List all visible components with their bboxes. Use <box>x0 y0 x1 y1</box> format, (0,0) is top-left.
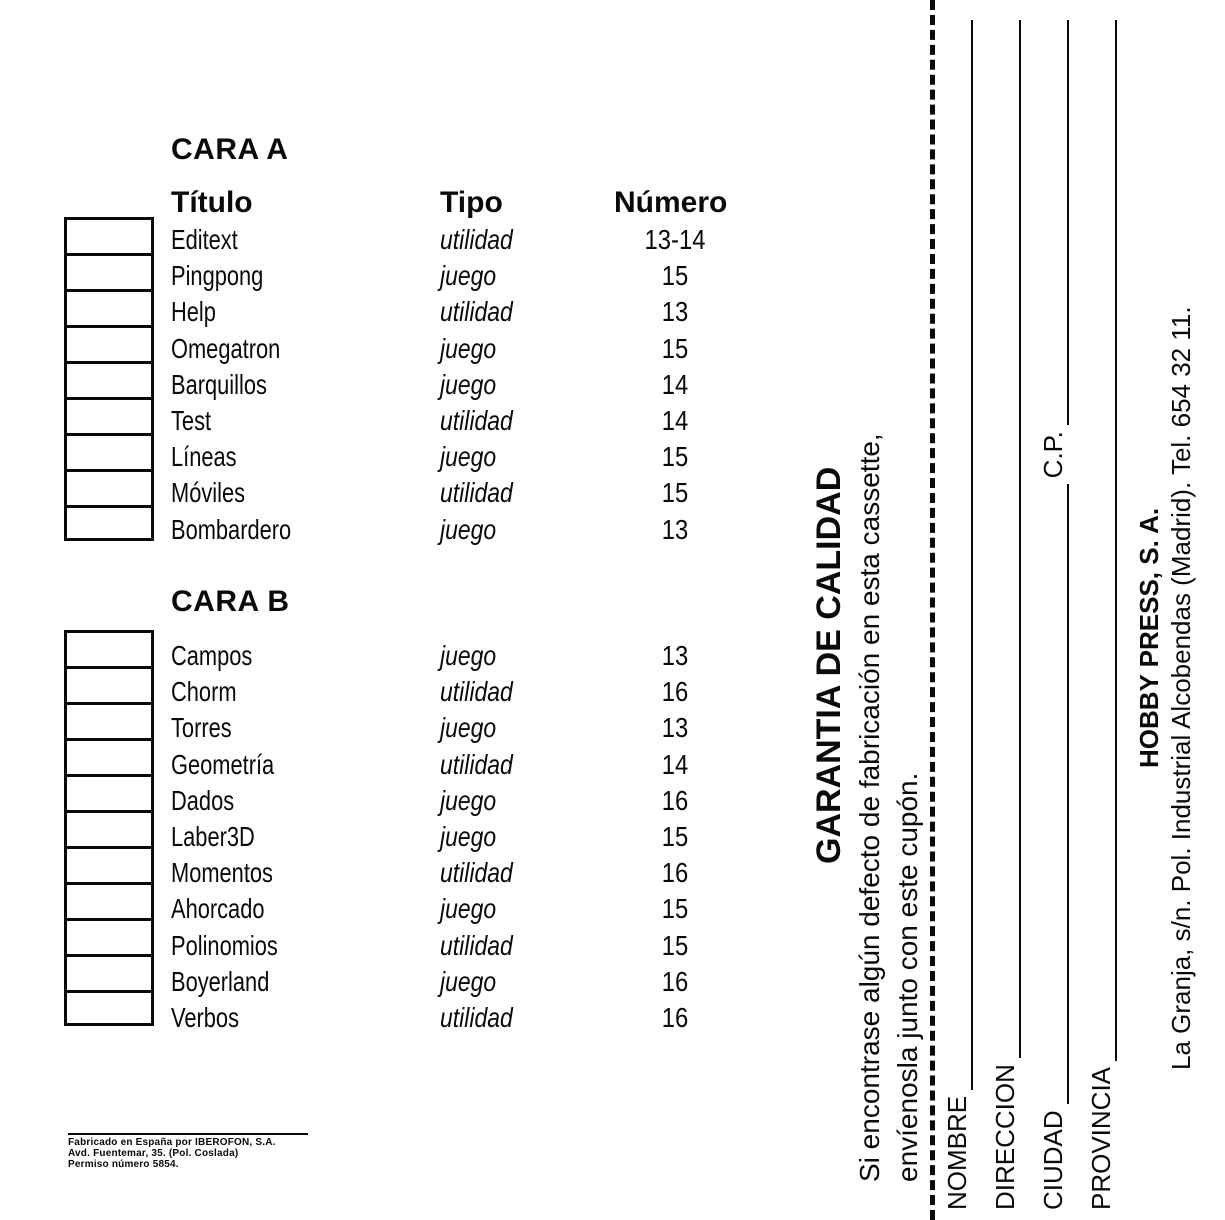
program-number: 13-14 <box>644 224 706 255</box>
name-field[interactable] <box>942 20 973 1210</box>
list-item <box>0 783 800 819</box>
program-title: Omegatron <box>171 332 281 364</box>
city-postal-field <box>1038 20 1069 1210</box>
program-type: juego <box>440 441 497 473</box>
list-item <box>0 819 800 855</box>
program-type: juego <box>440 368 497 400</box>
program-title: Barquillos <box>171 368 267 400</box>
warranty-title: GARANTIA DE CALIDAD <box>810 466 848 864</box>
column-header-type: Tipo <box>440 186 503 219</box>
program-number: 15 <box>661 441 689 473</box>
address-field[interactable] <box>990 20 1021 1210</box>
program-type: juego <box>440 260 497 292</box>
program-type: utilidad <box>440 748 513 780</box>
program-number: 14 <box>661 748 689 780</box>
program-number: 13 <box>661 712 689 744</box>
side-b-title: CARA B <box>171 585 290 618</box>
list-item <box>0 710 800 746</box>
program-title: Ahorcado <box>171 893 265 925</box>
warranty-coupon <box>790 0 1210 1210</box>
side-a-title: CARA A <box>171 133 289 166</box>
program-type: utilidad <box>440 929 513 961</box>
list-item <box>0 855 800 891</box>
program-title: Help <box>171 296 216 328</box>
program-type: utilidad <box>440 224 513 255</box>
program-type: utilidad <box>440 404 513 436</box>
province-input-line[interactable] <box>1089 20 1117 1061</box>
program-number: 15 <box>661 260 689 292</box>
program-title: Torres <box>171 712 232 744</box>
postal-code-input-line[interactable] <box>1041 20 1069 425</box>
permit-number: Permiso número 5854. <box>68 1159 179 1170</box>
program-number: 15 <box>661 477 689 509</box>
list-item <box>0 475 800 511</box>
list-item <box>0 747 800 783</box>
list-item <box>0 638 800 674</box>
program-number: 15 <box>661 929 689 961</box>
program-number: 13 <box>661 513 689 545</box>
program-title: Editext <box>171 224 238 255</box>
program-number: 13 <box>661 640 689 671</box>
list-item <box>0 891 800 927</box>
program-title: Test <box>171 404 212 436</box>
program-title: Polinomios <box>171 929 278 961</box>
list-item <box>0 928 800 964</box>
manufacturer-line: Fabricado en España por IBEROFON, S.A. <box>68 1137 276 1148</box>
list-item <box>0 1000 800 1036</box>
program-number: 14 <box>661 368 689 400</box>
program-number: 16 <box>661 965 689 997</box>
program-type: juego <box>440 784 497 816</box>
address-label: DIRECCION <box>990 1064 1020 1210</box>
program-type: utilidad <box>440 296 513 328</box>
program-type: juego <box>440 640 497 671</box>
program-type: juego <box>440 712 497 744</box>
program-title: Laber3D <box>171 820 255 852</box>
program-title: Pingpong <box>171 260 264 292</box>
manufacturer-address: Avd. Fuentemar, 35. (Pol. Coslada) <box>68 1148 239 1159</box>
program-title: Bombardero <box>171 513 292 545</box>
program-number: 15 <box>661 332 689 364</box>
list-item <box>0 964 800 1000</box>
name-input-line[interactable] <box>945 20 973 1090</box>
program-type: juego <box>440 820 497 852</box>
list-item <box>0 331 800 367</box>
company-name: HOBBY PRESS, S. A. <box>1134 507 1164 768</box>
program-type: juego <box>440 332 497 364</box>
program-title: Dados <box>171 784 235 816</box>
city-input-line[interactable] <box>1041 484 1069 1104</box>
program-number: 16 <box>661 784 689 816</box>
program-number: 16 <box>661 1001 689 1033</box>
list-item <box>0 512 800 548</box>
program-title: Campos <box>171 640 253 671</box>
program-number: 13 <box>661 296 689 328</box>
warranty-text: envíenosla junto con este cupón. <box>892 772 923 1182</box>
side-b-program-list <box>0 638 800 1036</box>
program-type: juego <box>440 893 497 925</box>
warranty-text: Si encontrase algún defecto de fabricación en esta cassette, <box>854 433 885 1182</box>
program-title: Boyerland <box>171 965 270 997</box>
list-item <box>0 258 800 294</box>
program-title: Líneas <box>171 441 237 473</box>
program-title: Móviles <box>171 477 246 509</box>
program-number: 14 <box>661 404 689 436</box>
list-item <box>0 403 800 439</box>
province-label: PROVINCIA <box>1086 1066 1116 1210</box>
name-label: NOMBRE <box>942 1095 972 1210</box>
program-title: Momentos <box>171 857 273 889</box>
postal-code-label: C.P. <box>1038 431 1068 479</box>
program-title: Verbos <box>171 1001 239 1033</box>
program-title: Chorm <box>171 676 237 708</box>
program-type: utilidad <box>440 857 513 889</box>
city-label: CIUDAD <box>1038 1110 1068 1210</box>
program-type: utilidad <box>440 477 513 509</box>
list-item <box>0 222 800 258</box>
province-field[interactable] <box>1086 20 1117 1210</box>
list-item <box>0 439 800 475</box>
column-header-number: Número <box>614 186 728 219</box>
manufacturer-note <box>68 1133 308 1170</box>
list-item <box>0 294 800 330</box>
program-number: 16 <box>661 857 689 889</box>
company-address: La Granja, s/n. Pol. Industrial Alcobendas (Madrid). Tel. 654 32 11. <box>1166 306 1196 1070</box>
program-type: juego <box>440 965 497 997</box>
program-type: utilidad <box>440 676 513 708</box>
program-type: utilidad <box>440 1001 513 1033</box>
list-item <box>0 367 800 403</box>
column-header-title: Título <box>171 186 253 219</box>
address-input-line[interactable] <box>993 20 1021 1058</box>
program-number: 15 <box>661 893 689 925</box>
side-a-program-list <box>0 222 800 548</box>
program-number: 15 <box>661 820 689 852</box>
program-number: 16 <box>661 676 689 708</box>
program-type: juego <box>440 513 497 545</box>
list-item <box>0 674 800 710</box>
program-title: Geometría <box>171 748 275 780</box>
